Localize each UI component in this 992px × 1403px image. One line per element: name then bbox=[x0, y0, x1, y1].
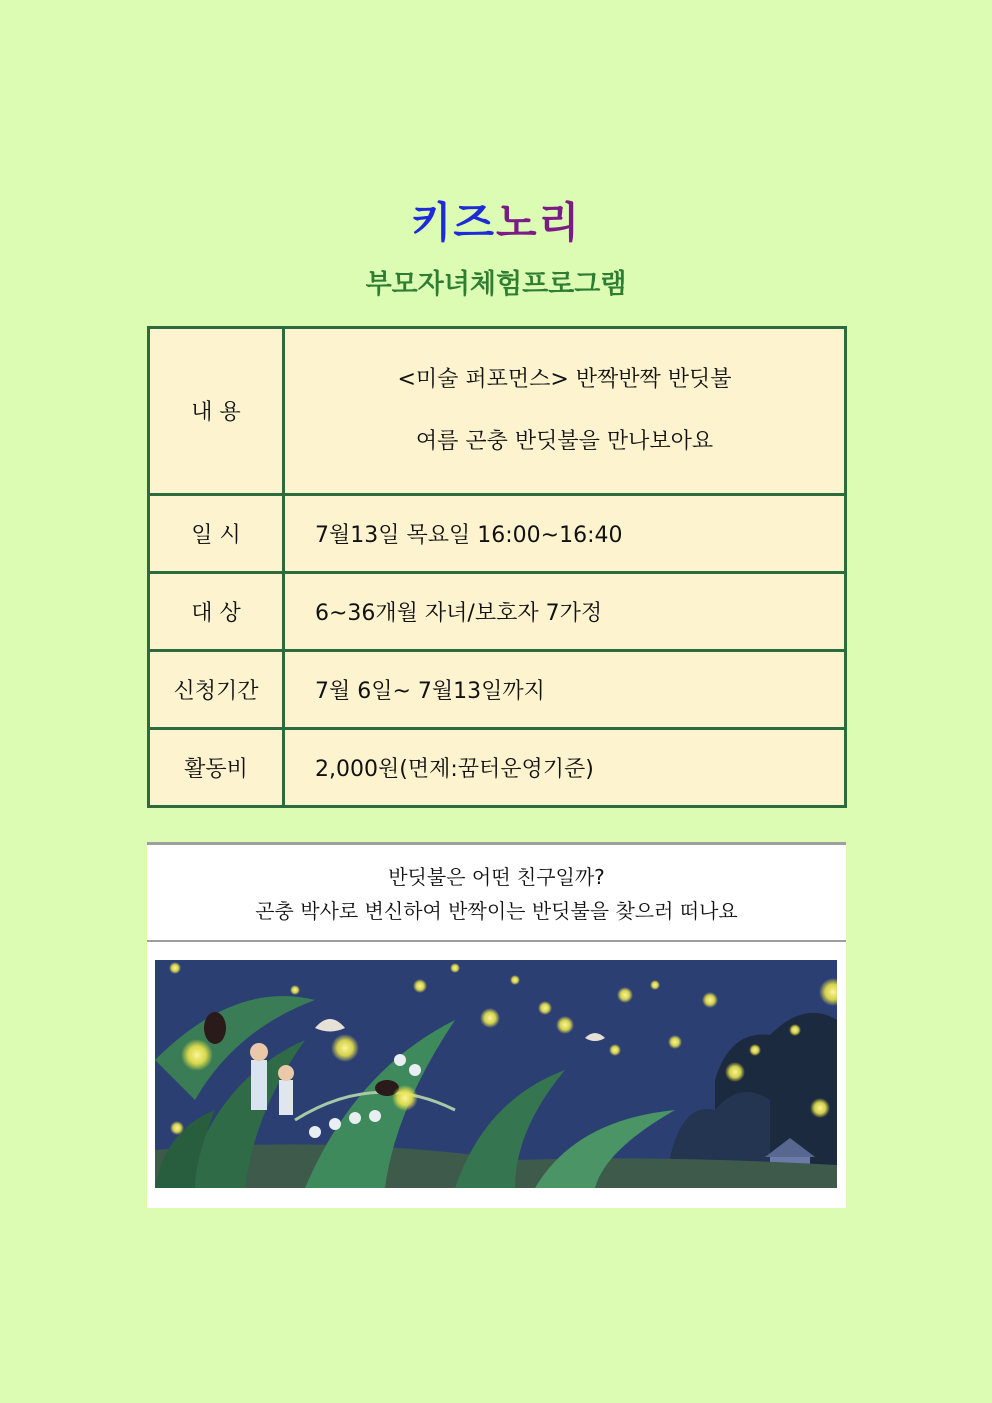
table-row-fee bbox=[149, 728, 846, 806]
value-fee: 2,000원(면제:꿈터운영기준) bbox=[284, 728, 846, 806]
label-content: 내 용 bbox=[149, 328, 284, 495]
notice-line-1: 반딧불은 어떤 친구일까? bbox=[388, 865, 605, 889]
table-row-target bbox=[149, 572, 846, 650]
page-subtitle: 부모자녀체험프로그램 bbox=[365, 269, 627, 300]
content-line-1: <미술 퍼포먼스> 반짝반짝 반딧불 bbox=[397, 366, 732, 392]
content-line-2: 여름 곤충 반딧불을 만나보아요 bbox=[415, 428, 714, 454]
firefly-illustration bbox=[155, 960, 837, 1188]
label-fee: 활동비 bbox=[149, 728, 284, 806]
notice-mid-divider bbox=[147, 940, 846, 942]
notice-top-divider bbox=[147, 842, 846, 845]
table-row-content bbox=[149, 328, 846, 495]
value-application-period: 7월 6일~ 7월13일까지 bbox=[284, 650, 846, 728]
page-title bbox=[0, 190, 992, 250]
table-row-application-period bbox=[149, 650, 846, 728]
value-datetime: 7월13일 목요일 16:00~16:40 bbox=[284, 494, 846, 572]
title-part-kids: 키즈 bbox=[410, 198, 496, 247]
title-part-nori: 노리 bbox=[496, 198, 582, 247]
label-application-period: 신청기간 bbox=[149, 650, 284, 728]
notice-text bbox=[147, 860, 846, 928]
value-content bbox=[284, 328, 846, 495]
program-info-table bbox=[147, 326, 847, 808]
notice-box bbox=[147, 842, 846, 1208]
table-row-datetime bbox=[149, 494, 846, 572]
notice-line-2: 곤충 박사로 변신하여 반짝이는 반딧불을 찾으러 떠나요 bbox=[255, 899, 738, 923]
label-datetime: 일 시 bbox=[149, 494, 284, 572]
label-target: 대 상 bbox=[149, 572, 284, 650]
value-target: 6~36개월 자녀/보호자 7가정 bbox=[284, 572, 846, 650]
